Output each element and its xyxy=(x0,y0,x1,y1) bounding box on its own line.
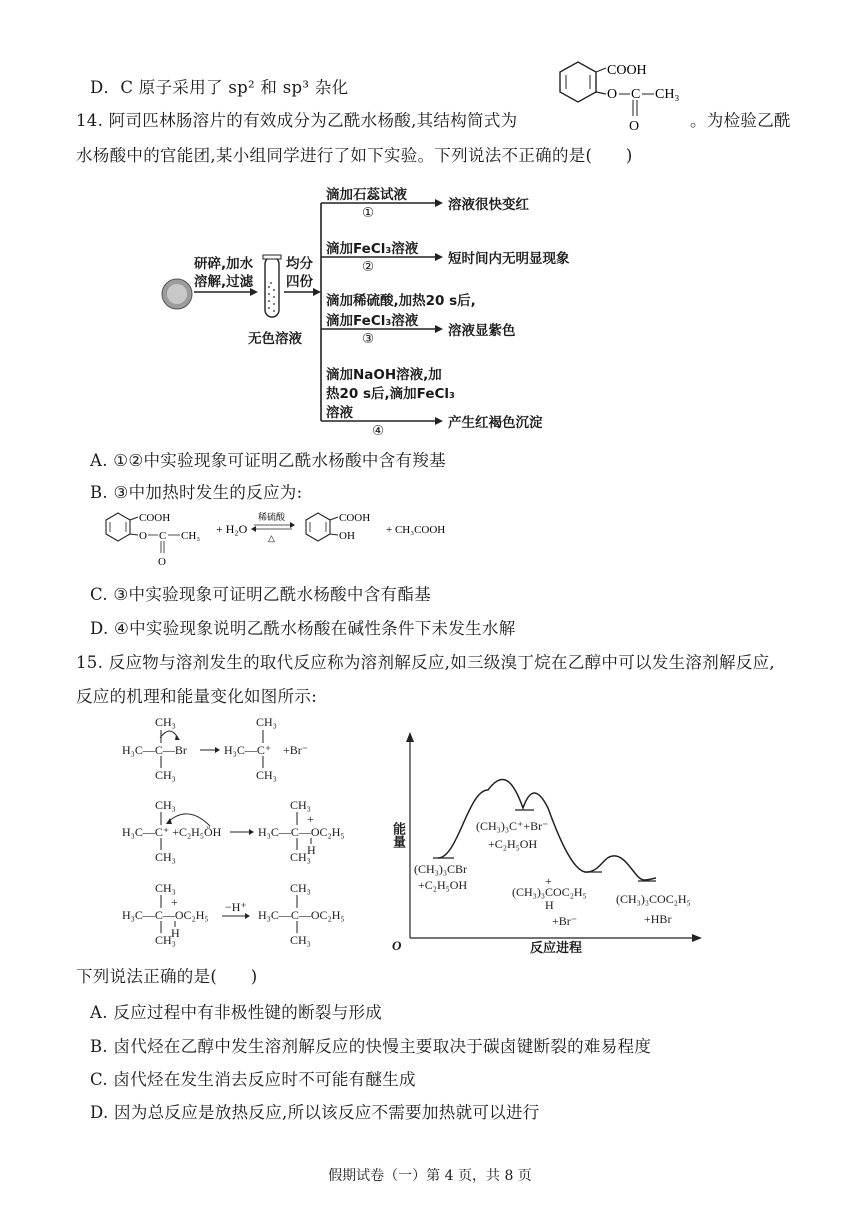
flow-solution: 无色溶液 xyxy=(248,331,302,347)
q15-option-d: D. 因为总反应是放热反应,所以该反应不需要加热就可以进行 xyxy=(90,1103,540,1122)
svg-text:O: O xyxy=(139,530,147,542)
svg-text:C: C xyxy=(159,530,167,542)
eq-delta: △ xyxy=(268,533,275,543)
mech-step3-reagent: −H⁺ xyxy=(225,900,247,914)
flow-reagent-4c: 溶液 xyxy=(326,405,353,421)
flow-step1: 研碎,加水 xyxy=(194,256,254,272)
q15-mechanism: CH₃ H₃C—C—Br CH₃ H₃C—C⁺ CH₃ CH₃ +Br⁻ CH₃ H₃C—C⁺ +C₂H₅ÖH CH₃ H₃C—C—OC₂H₅ CH₃ CH₃ + H CH₃ H₃C—C—OC₂H₅ CH₃ + H −H⁺ H₃C—C—OC₂H₅ CH₃ CH₃ xyxy=(122,715,345,947)
q15-option-a: A. 反应过程中有非极性键的断裂与形成 xyxy=(90,1003,383,1022)
page-footer: 假期试卷（一）第 4 页，共 8 页 xyxy=(328,1168,532,1184)
q14-stem-line1a: 14. 阿司匹林肠溶片的有效成分为乙酰水杨酸,其结构简式为 xyxy=(76,111,518,130)
flow-num-3: ③ xyxy=(362,331,375,347)
energy-origin: O xyxy=(392,938,402,953)
energy-int1-a: (CH₃)₃C⁺+Br⁻ xyxy=(476,819,549,833)
energy-ylabel: 能量 xyxy=(390,822,405,848)
mech-step2-product: H₃C—C—OC₂H₅ xyxy=(258,825,345,839)
flow-reagent-4a: 滴加NaOH溶液,加 xyxy=(326,367,442,383)
q15-option-b: B. 卤代烃在乙醇中发生溶剂解反应的快慢主要取决于碳卤键断裂的难易程度 xyxy=(90,1037,652,1056)
mech-step2-reactant: H₃C—C⁺ +C₂H₅ÖH xyxy=(122,825,222,839)
q15-question: 下列说法正确的是( ) xyxy=(76,967,258,986)
q13-option-d: D．C 原子采用了 sp² 和 sp³ 杂化 xyxy=(90,78,349,97)
aspirin-c: C xyxy=(631,87,641,102)
eq-product2: + CH₃COOH xyxy=(386,524,446,536)
flow-result-3: 溶液显紫色 xyxy=(448,323,516,339)
q15-stem-line2: 反应的机理和能量变化如图所示: xyxy=(76,687,318,706)
aspirin-o-bottom: O xyxy=(629,119,640,134)
energy-reactant-a: (CH₃)₃CBr xyxy=(414,862,468,876)
svg-text:COOH: COOH xyxy=(139,512,171,524)
svg-text:COOH: COOH xyxy=(339,512,371,524)
flow-reagent-1: 滴加石蕊试液 xyxy=(326,187,407,203)
flow-reagent-4b: 热20 s后,滴加FeCl₃ xyxy=(326,386,455,402)
svg-text:O: O xyxy=(158,556,166,568)
flow-result-2: 短时间内无明显现象 xyxy=(448,251,570,267)
q15-energy-diagram xyxy=(388,730,708,960)
energy-product-a: (CH₃)₃COC₂H₅ xyxy=(616,892,691,906)
svg-text:CH₃: CH₃ xyxy=(181,530,201,542)
flow-num-2: ② xyxy=(362,259,375,275)
q14-stem-line2: 水杨酸中的官能团,某小组同学进行了如下实验。下列说法不正确的是( ) xyxy=(76,146,633,165)
eq-catalyst: 稀硫酸 xyxy=(258,512,286,522)
aspirin-o: O xyxy=(607,87,618,102)
energy-reactant-b: +C₂H₅OH xyxy=(418,878,468,892)
q14-equation xyxy=(96,508,466,576)
eq-plus-h2o: + H₂O xyxy=(216,522,248,536)
flow-reagent-3a: 滴加稀硫酸,加热20 s后, xyxy=(326,293,476,309)
q14-option-c: C. ③中实验现象可证明乙酰水杨酸中含有酯基 xyxy=(90,585,431,604)
q14-flow-diagram xyxy=(150,175,610,445)
flow-reagent-3b: 滴加FeCl₃溶液 xyxy=(326,313,419,329)
flow-num-4: ④ xyxy=(372,423,385,439)
q15-option-c: C. 卤代烃在发生消去反应时不可能有醚生成 xyxy=(90,1070,416,1089)
mech-step1-extra: +Br⁻ xyxy=(283,743,309,757)
flow-reagent-2: 滴加FeCl₃溶液 xyxy=(326,241,419,257)
energy-int2-plus: + xyxy=(545,874,552,888)
energy-int2-a: (CH₃)₃COC₂H₅ xyxy=(512,885,587,899)
flow-split: 均分 xyxy=(286,256,313,272)
svg-text:OH: OH xyxy=(339,530,355,542)
aspirin-structure-top xyxy=(530,60,710,140)
flow-split2: 四份 xyxy=(286,274,313,290)
q14-option-b: B. ③中加热时发生的反应为: xyxy=(90,483,303,502)
flow-num-1: ① xyxy=(362,205,375,221)
mech-step1-product: H₃C—C⁺ xyxy=(224,743,272,757)
energy-int2-h: H xyxy=(545,898,554,912)
mech-step3-product: H₃C—C—OC₂H₅ xyxy=(258,908,345,922)
mech-step1-reactant: H₃C—C—Br xyxy=(122,743,187,757)
q14-option-a: A. ①②中实验现象可证明乙酰水杨酸中含有羧基 xyxy=(90,451,446,470)
q15-stem-line1: 15. 反应物与溶剂发生的取代反应称为溶剂解反应,如三级溴丁烷在乙醇中可以发生溶剂解反应, xyxy=(76,653,775,672)
energy-product-b: +HBr xyxy=(644,912,672,926)
q14-option-d: D. ④中实验现象说明乙酰水杨酸在碱性条件下未发生水解 xyxy=(90,619,516,638)
energy-xlabel: 反应进程 xyxy=(530,941,583,956)
energy-int1-b: +C₂H₅OH xyxy=(488,837,538,851)
aspirin-ch3: CH₃ xyxy=(655,87,680,102)
energy-int2-b: +Br⁻ xyxy=(552,914,578,928)
flow-result-1: 溶液很快变红 xyxy=(448,197,529,213)
aspirin-cooh: COOH xyxy=(607,63,647,78)
flow-result-4: 产生红褐色沉淀 xyxy=(448,415,543,431)
flow-step1b: 溶解,过滤 xyxy=(194,274,254,290)
q14-stem-line1b: 。为检验乙酰 xyxy=(690,111,791,130)
mech-step3-reactant: H₃C—C—OC₂H₅ xyxy=(122,908,209,922)
